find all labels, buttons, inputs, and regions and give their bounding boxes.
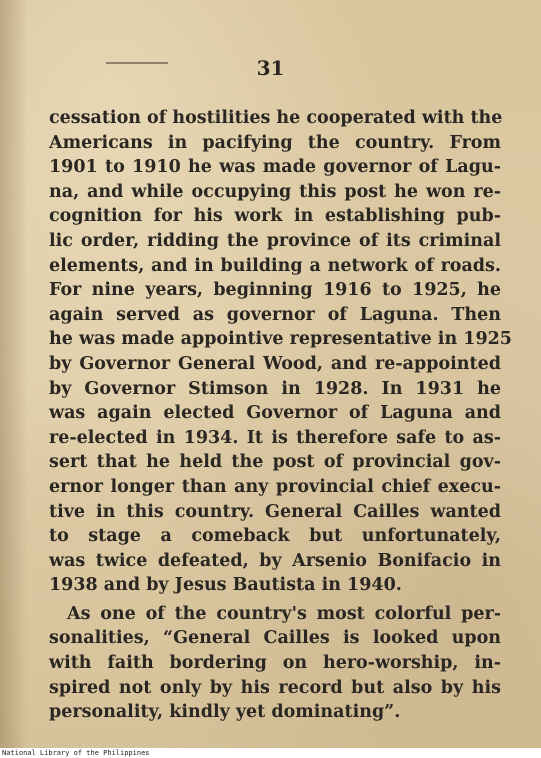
text-line: For nine years, beginning 1916 to 1925, he <box>49 280 501 301</box>
text-line: re-elected in 1934. It is therefore safe to as- <box>49 427 501 448</box>
text-line: personality, kindly yet dominating”. <box>49 702 401 723</box>
text-line: As one of the country's most colorful per- <box>67 603 501 624</box>
text-line: he was made appointive representative in 1925 <box>49 329 512 350</box>
page-edge-shadow <box>0 0 28 748</box>
text-line: lic order, ridding the province of its criminal <box>49 230 501 251</box>
text-line: Americans in pacifying the country. From <box>49 132 501 153</box>
text-line: by Governor Stimson in 1928. In 1931 he <box>49 378 501 399</box>
text-line: 1938 and by Jesus Bautista in 1940. <box>49 575 402 596</box>
text-line: was twice defeated, by Arsenio Bonifacio in <box>49 550 501 571</box>
text-line: by Governor General Wood, and re-appointed <box>49 353 501 374</box>
paragraph-2 <box>49 602 501 725</box>
text-line: sert that he held the post of provincial gov- <box>49 452 501 473</box>
text-line: tive in this country. General Cailles wanted <box>49 501 501 522</box>
text-line: elements, and in building a network of roads. <box>49 255 501 276</box>
text-line: with faith bordering on hero-worship, in- <box>49 653 501 674</box>
body-text <box>49 106 512 725</box>
text-line: na, and while occupying this post he won re- <box>49 181 501 202</box>
text-line: cessation of hostilities he cooperated with the <box>49 108 503 128</box>
text-line: spired not only by his record but also by his <box>49 677 501 698</box>
text-line: sonalities, “General Cailles is looked upon <box>49 628 501 649</box>
text-line: 1901 to 1910 he was made governor of Lagu- <box>49 157 501 178</box>
text-line: ernor longer than any provincial chief execu- <box>49 476 501 497</box>
text-line: was again elected Governor of Laguna and <box>49 403 501 424</box>
text-line: cognition for his work in establishing pub- <box>49 206 501 227</box>
page-number: 31 <box>256 56 285 80</box>
paragraph-1 <box>49 106 512 598</box>
footer-credit: National Library of the Philippines <box>2 749 150 757</box>
text-line: to stage a comeback but unfortunately, <box>49 526 501 547</box>
text-line: again served as governor of Laguna. Then <box>49 304 501 325</box>
